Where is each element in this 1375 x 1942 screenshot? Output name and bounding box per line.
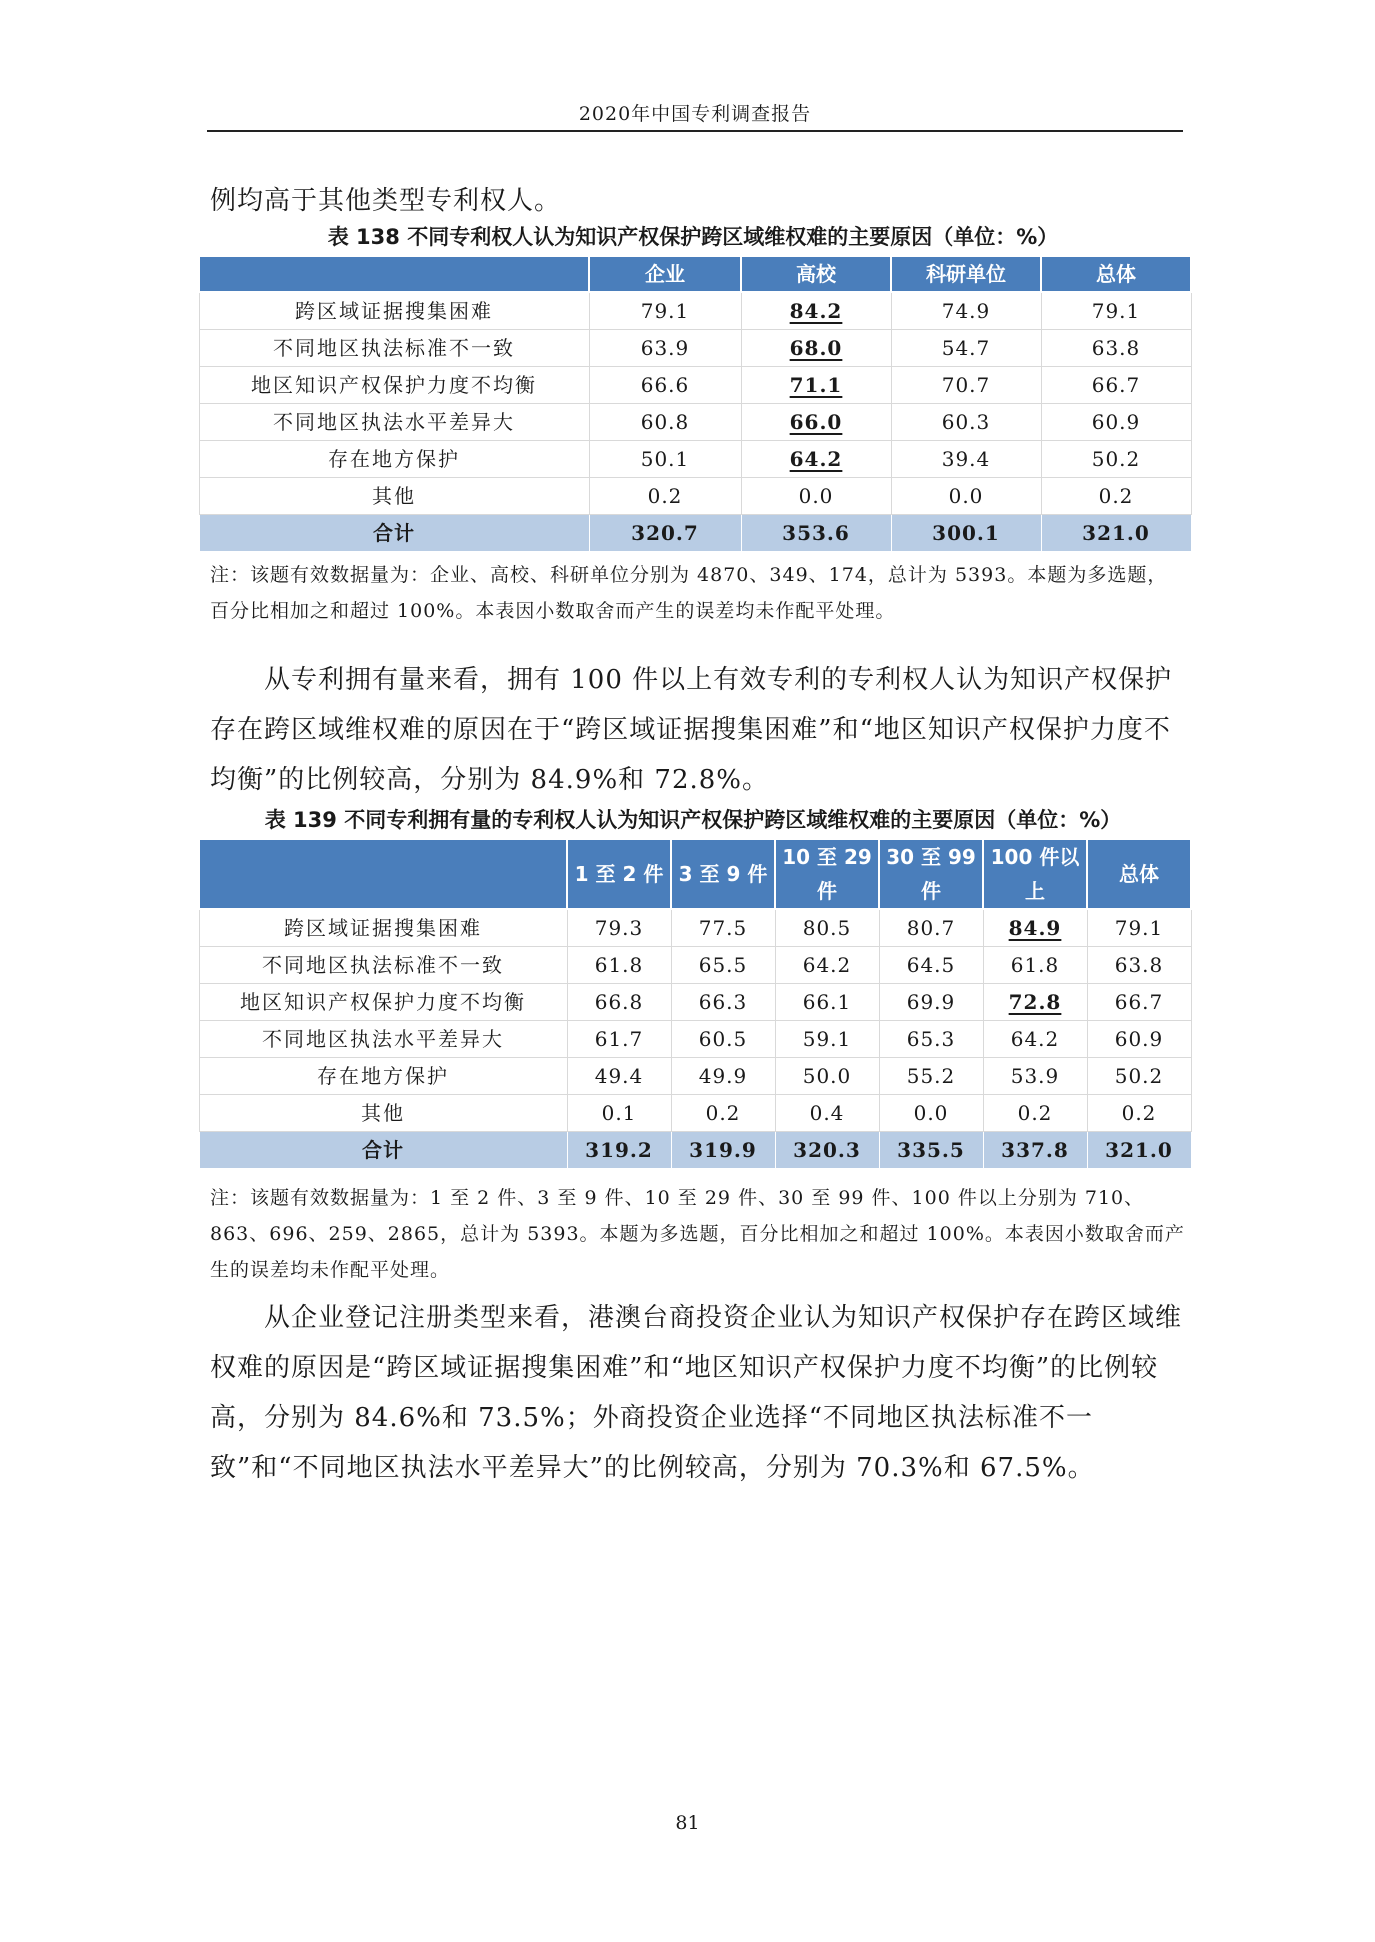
row-label: 不同地区执法水平差异大	[199, 404, 589, 441]
table-row	[199, 367, 1191, 404]
table-139-header-100-plus: 100 件以上	[983, 839, 1087, 909]
table-139-header-overall: 总体	[1087, 839, 1191, 909]
table-139-note: 注：该题有效数据量为：1 至 2 件、3 至 9 件、10 至 29 件、30 至 99 件、100 件以上分别为 710、863、696、259、2865，总计为 5393。本题为多选题，百分比相加之和超过 100%。本表因小数取舍而产生的误差均未作配平处理。	[210, 1187, 1185, 1281]
table-row	[199, 478, 1191, 515]
row-label: 不同地区执法标准不一致	[199, 330, 589, 367]
table-cell: 49.4	[567, 1058, 671, 1095]
table-cell: 50.2	[1041, 441, 1191, 478]
table-row	[199, 1058, 1191, 1095]
table-cell: 0.2	[589, 478, 741, 515]
table-139-title: 表 139 不同专利拥有量的专利权人认为知识产权保护跨区域维权难的主要原因（单位：%）	[264, 808, 1122, 832]
table-cell: 0.2	[983, 1095, 1087, 1132]
table-row	[199, 441, 1191, 478]
table-cell: 59.1	[775, 1021, 879, 1058]
table-row	[199, 947, 1191, 984]
table-cell: 63.8	[1041, 330, 1191, 367]
table-cell: 66.7	[1041, 367, 1191, 404]
table-cell: 61.8	[983, 947, 1087, 984]
table-cell: 60.5	[671, 1021, 775, 1058]
table-row	[199, 292, 1191, 330]
total-label: 合计	[199, 515, 589, 552]
table-cell: 70.7	[891, 367, 1041, 404]
header-rule	[207, 130, 1183, 132]
table-cell: 0.1	[567, 1095, 671, 1132]
row-label: 存在地方保护	[199, 1058, 567, 1095]
table-cell: 65.3	[879, 1021, 983, 1058]
table-138-header-row	[199, 256, 1191, 292]
table-total-row	[199, 1132, 1191, 1169]
table-cell: 50.0	[775, 1058, 879, 1095]
table-row	[199, 909, 1191, 947]
page-number: 81	[675, 1812, 700, 1834]
table-cell-highlight: 64.2	[741, 441, 891, 478]
table-139-header-10-29: 10 至 29 件	[775, 839, 879, 909]
table-cell: 79.1	[589, 292, 741, 330]
table-cell-highlight: 84.2	[741, 292, 891, 330]
table-cell: 66.8	[567, 984, 671, 1021]
total-cell: 319.9	[671, 1132, 775, 1169]
table-138	[198, 255, 1192, 552]
row-label: 不同地区执法水平差异大	[199, 1021, 567, 1058]
table-139-header-3-9: 3 至 9 件	[671, 839, 775, 909]
table-138-header-university: 高校	[741, 256, 891, 292]
table-cell: 54.7	[891, 330, 1041, 367]
total-cell: 319.2	[567, 1132, 671, 1169]
table-cell: 80.7	[879, 909, 983, 947]
table-cell: 64.2	[775, 947, 879, 984]
table-cell: 0.0	[741, 478, 891, 515]
table-cell: 0.2	[671, 1095, 775, 1132]
table-138-note: 注：该题有效数据量为：企业、高校、科研单位分别为 4870、349、174，总计为 5393。本题为多选题，百分比相加之和超过 100%。本表因小数取舍而产生的误差均未作配平处理。	[210, 564, 1168, 622]
table-139-header-blank	[199, 839, 567, 909]
table-cell-highlight: 71.1	[741, 367, 891, 404]
table-138-header-enterprise: 企业	[589, 256, 741, 292]
table-139-header-row	[199, 839, 1191, 909]
table-cell: 0.4	[775, 1095, 879, 1132]
table-cell: 50.1	[589, 441, 741, 478]
table-row	[199, 984, 1191, 1021]
table-cell: 77.5	[671, 909, 775, 947]
total-cell: 320.7	[589, 515, 741, 552]
table-row	[199, 1095, 1191, 1132]
table-138-title: 表 138 不同专利权人认为知识产权保护跨区域维权难的主要原因（单位：%）	[327, 225, 1059, 249]
table-cell-highlight: 68.0	[741, 330, 891, 367]
page-header: 2020年中国专利调查报告	[578, 103, 812, 125]
table-cell: 63.8	[1087, 947, 1191, 984]
table-cell: 55.2	[879, 1058, 983, 1095]
row-label: 跨区域证据搜集困难	[199, 292, 589, 330]
table-cell: 69.9	[879, 984, 983, 1021]
table-cell: 79.1	[1041, 292, 1191, 330]
row-label: 存在地方保护	[199, 441, 589, 478]
row-label: 不同地区执法标准不一致	[199, 947, 567, 984]
table-139-header-30-99: 30 至 99 件	[879, 839, 983, 909]
table-cell: 60.3	[891, 404, 1041, 441]
paragraph-1: 从专利拥有量来看，拥有 100 件以上有效专利的专利权人认为知识产权保护存在跨区域维权难的原因在于“跨区域证据搜集困难”和“地区知识产权保护力度不均衡”的比例较高，分别为 84.9%和 72.8%。	[210, 665, 1173, 795]
table-cell: 63.9	[589, 330, 741, 367]
total-cell: 337.8	[983, 1132, 1087, 1169]
table-cell: 0.2	[1041, 478, 1191, 515]
table-row	[199, 404, 1191, 441]
table-cell: 74.9	[891, 292, 1041, 330]
row-label: 地区知识产权保护力度不均衡	[199, 984, 567, 1021]
table-cell: 66.7	[1087, 984, 1191, 1021]
table-cell: 65.5	[671, 947, 775, 984]
row-label: 跨区域证据搜集困难	[199, 909, 567, 947]
table-cell: 64.5	[879, 947, 983, 984]
table-cell: 64.2	[983, 1021, 1087, 1058]
table-138-header-blank	[199, 256, 589, 292]
table-cell-highlight: 72.8	[983, 984, 1087, 1021]
total-cell: 353.6	[741, 515, 891, 552]
row-label: 地区知识产权保护力度不均衡	[199, 367, 589, 404]
table-cell: 61.8	[567, 947, 671, 984]
table-138-header-research: 科研单位	[891, 256, 1041, 292]
table-cell: 49.9	[671, 1058, 775, 1095]
table-cell: 0.0	[891, 478, 1041, 515]
table-cell: 66.6	[589, 367, 741, 404]
total-cell: 321.0	[1087, 1132, 1191, 1169]
table-cell: 53.9	[983, 1058, 1087, 1095]
table-138-header-overall: 总体	[1041, 256, 1191, 292]
table-cell: 0.0	[879, 1095, 983, 1132]
total-cell: 320.3	[775, 1132, 879, 1169]
intro-line: 例均高于其他类型专利权人。	[210, 186, 562, 216]
table-row	[199, 1021, 1191, 1058]
table-139-header-1-2: 1 至 2 件	[567, 839, 671, 909]
total-label: 合计	[199, 1132, 567, 1169]
table-cell: 80.5	[775, 909, 879, 947]
table-cell: 0.2	[1087, 1095, 1191, 1132]
table-cell: 60.9	[1041, 404, 1191, 441]
table-cell: 79.3	[567, 909, 671, 947]
row-label: 其他	[199, 478, 589, 515]
table-cell: 79.1	[1087, 909, 1191, 947]
table-cell: 66.3	[671, 984, 775, 1021]
table-cell-highlight: 84.9	[983, 909, 1087, 947]
row-label: 其他	[199, 1095, 567, 1132]
table-cell: 50.2	[1087, 1058, 1191, 1095]
table-139	[198, 838, 1192, 1169]
total-cell: 335.5	[879, 1132, 983, 1169]
table-cell: 60.8	[589, 404, 741, 441]
total-cell: 321.0	[1041, 515, 1191, 552]
total-cell: 300.1	[891, 515, 1041, 552]
table-cell: 60.9	[1087, 1021, 1191, 1058]
table-row	[199, 330, 1191, 367]
table-cell: 39.4	[891, 441, 1041, 478]
table-cell-highlight: 66.0	[741, 404, 891, 441]
table-cell: 66.1	[775, 984, 879, 1021]
table-cell: 61.7	[567, 1021, 671, 1058]
table-total-row	[199, 515, 1191, 552]
paragraph-2: 从企业登记注册类型来看，港澳台商投资企业认为知识产权保护存在跨区域维权难的原因是“跨区域证据搜集困难”和“地区知识产权保护力度不均衡”的比例较高，分别为 84.6%和 73.5%；外商投资企业选择“不同地区执法标准不一致”和“不同地区执法水平差异大”的比例较高，分别为 70.3%和 67.5%。	[210, 1303, 1183, 1483]
